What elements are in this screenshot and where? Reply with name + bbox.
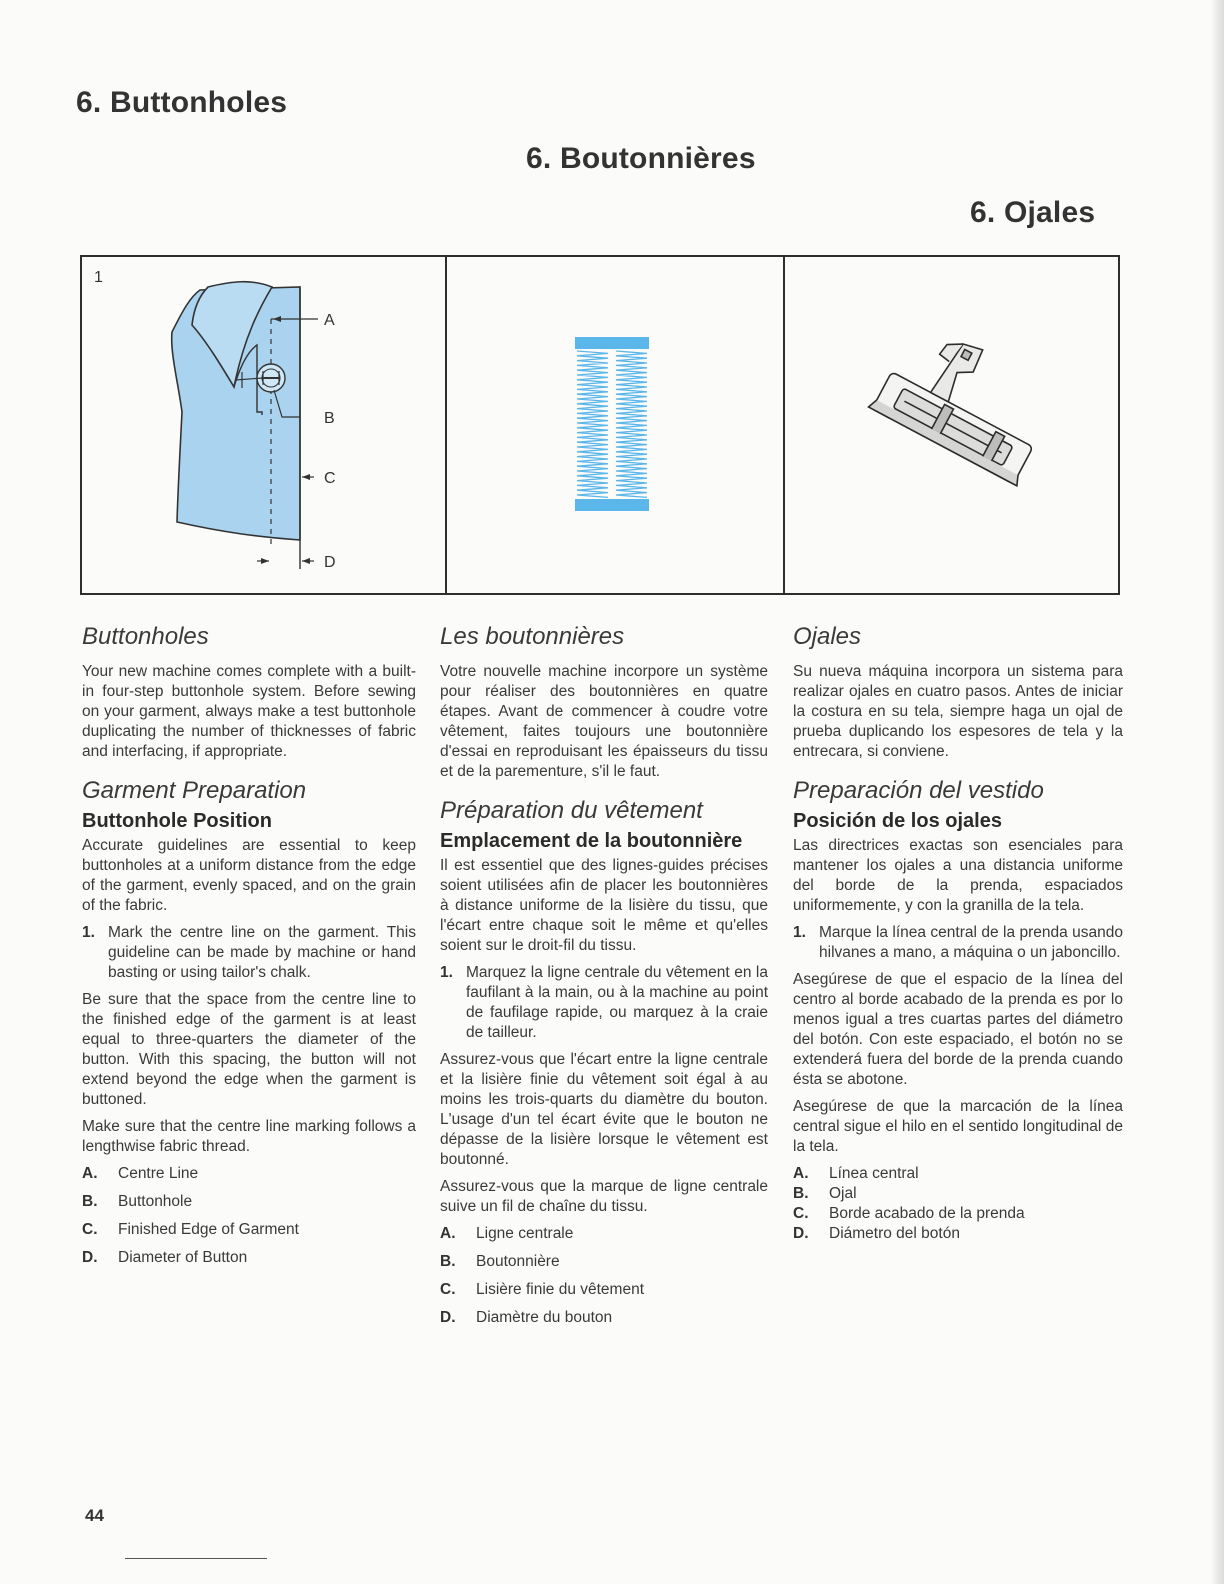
step-text: Mark the centre line on the garment. This guideline can be made by machine or hand basting or using tailor's chalk. [108,924,416,981]
column-spanish [793,620,1123,1244]
legend-text: Línea central [829,1165,919,1182]
legend-list [793,1164,1123,1244]
column-english [82,620,416,1276]
subheading-garment-preparation: Garment Preparation [82,777,307,804]
legend-item [82,1192,416,1212]
legend-item [82,1220,416,1240]
para-thread: Asegúrese de que la marcación de la línea central sigue el hilo en el sentido longitudinal de la tela. [793,1098,1123,1155]
legend-item [82,1248,416,1268]
legend-text: Finished Edge of Garment [118,1221,299,1238]
para-guidelines: Las directrices exactas son esenciales para mantener los ojales a una distancia uniforme del borde de la prenda, espaciados uniformemente, y con la granilla de la tela. [793,837,1123,914]
step-number: 1. [793,924,806,941]
intro-text: Your new machine comes complete with a built-in four-step buttonhole system. Before sewing on your garment, always make a test buttonhole duplicating the number of thicknesses of fabric and interfacing, if appropriate. [82,663,416,760]
page-edge-shadow [1210,0,1224,1584]
label-b: B [324,410,335,427]
zigzag-stitch-path [616,351,647,497]
legend-text: Ligne centrale [476,1225,574,1242]
step-number: 1. [440,964,453,981]
legend-text: Ojal [829,1185,857,1202]
para-thread: Make sure that the centre line marking follows a lengthwise fabric thread. [82,1118,416,1155]
legend-key: D. [82,1249,98,1266]
legend-text: Diameter of Button [118,1249,248,1266]
heading-ojales: Ojales [793,623,862,650]
subheading-preparacion-vestido: Preparación del vestido [793,777,1044,804]
legend-list [440,1224,768,1328]
legend-key: B. [793,1185,809,1202]
legend-key: D. [793,1225,809,1242]
heading-posicion-ojales: Posición de los ojales [793,810,1002,832]
figure-panel-stitch [445,257,785,593]
para-spacing: Asegúrese de que el espacio de la línea del centro al borde acabado de la prenda es por lo menos igual a tres cuartas partes del diámetro del botón. Con este espaciado, el botón no se extenderá fuera del borde de la prenda cuando ésta se abotone. [793,971,1123,1088]
label-d: D [324,554,336,571]
legend-item [440,1252,768,1272]
step-1 [82,923,416,983]
figure-box [80,255,1120,595]
legend-key: C. [793,1205,809,1222]
legend-key: A. [82,1165,98,1182]
title-english: 6. Buttonholes [76,86,288,119]
buttonhole-stitch [447,257,783,593]
legend-text: Centre Line [118,1165,199,1182]
legend-text: Buttonhole [118,1193,193,1210]
legend-key: B. [82,1193,98,1210]
label-c: C [324,470,336,487]
figure-panel-shirt [82,257,445,593]
para-guidelines: Accurate guidelines are essential to keep buttonholes at a uniform distance from the edge of the garment, evenly spaced, and on the grain of the fabric. [82,837,416,914]
step-text: Marque la línea central de la prenda usando hilvanes a mano, a máquina o un jaboncillo. [819,924,1123,961]
legend-text: Boutonnière [476,1253,560,1270]
para-guidelines: Il est essentiel que des lignes-guides précises soient utilisées afin de placer les boutonnières à distance uniforme de la lisière du tissu, que l'écart entre chaque soit le même et qu'elles soient sur le droit-fil du tissu. [440,857,768,954]
legend-key: D. [440,1309,456,1326]
zigzag-left [577,351,608,497]
title-spanish: 6. Ojales [970,196,1096,229]
legend-item [793,1204,1123,1224]
legend-item [793,1164,1123,1184]
legend-text: Borde acabado de la prenda [829,1205,1025,1222]
column-french [440,620,768,1336]
shirt-diagram [82,257,443,593]
step-1 [793,923,1123,963]
legend-text: Diamètre du bouton [476,1309,613,1326]
legend-key: C. [440,1281,456,1298]
step-number: 1. [82,924,95,941]
buttonhole-foot [785,257,1120,593]
legend-key: A. [440,1225,456,1242]
legend-item [793,1184,1123,1204]
title-french: 6. Boutonnières [526,142,756,175]
para-spacing: Assurez-vous que l'écart entre la ligne centrale et la lisière finie du vêtement soit égal à au moins les trois-quarts du diamètre du bouton. L'usage d'un tel écart évite que le bouton ne dépasse de la lisière lorsque le vêtement est boutonné. [440,1051,768,1168]
legend-item [440,1308,768,1328]
heading-buttonhole-position: Buttonhole Position [82,810,272,832]
intro-text: Votre nouvelle machine incorpore un système pour réaliser des boutonnières en quatre étapes. Avant de commencer à coudre votre vêtement, faites toujours une boutonnière d'essai en reproduisant les épaisseurs du tissu et de la parementure, s'il le faut. [440,663,768,780]
figure-number: 1 [94,269,103,286]
heading-boutonnieres: Les boutonnières [440,623,625,650]
bartack-bottom [575,499,649,511]
footer-rule [125,1558,267,1559]
para-spacing: Be sure that the space from the centre line to the finished edge of the garment is at least equal to three-quarters the diameter of the button. With this spacing, the button will not extend beyond the edge when the garment is buttoned. [82,991,416,1108]
legend-list [82,1164,416,1268]
figure-panel-foot [783,257,1118,593]
page-number: 44 [85,1506,104,1525]
heading-emplacement: Emplacement de la boutonnière [440,830,743,852]
legend-item [793,1224,1123,1244]
heading-buttonholes: Buttonholes [82,623,209,650]
legend-key: A. [793,1165,809,1182]
intro-text: Su nueva máquina incorpora un sistema para realizar ojales en cuatro pasos. Antes de iniciar la costura en su tela, siempre haga un ojal de prueba duplicando los espesores de tela y la entrecara, si conviene. [793,663,1123,760]
label-a: A [324,312,335,329]
legend-item [440,1280,768,1300]
legend-key: C. [82,1221,98,1238]
bartack-top [575,337,649,349]
zigzag-right [616,351,647,497]
legend-item [82,1164,416,1184]
legend-text: Diámetro del botón [829,1225,960,1242]
subheading-preparation-vetement: Préparation du vêtement [440,797,703,824]
legend-item [440,1224,768,1244]
step-text: Marquez la ligne centrale du vêtement en la faufilant à la main, ou à la machine au point de faufilage rapide, ou marquez à la craie de tailleur. [466,964,768,1041]
zigzag-stitch-path [577,351,608,497]
para-thread: Assurez-vous que la marque de ligne centrale suive un fil de chaîne du tissu. [440,1178,768,1215]
legend-key: B. [440,1253,456,1270]
legend-text: Lisière finie du vêtement [476,1281,645,1298]
step-1 [440,963,768,1043]
